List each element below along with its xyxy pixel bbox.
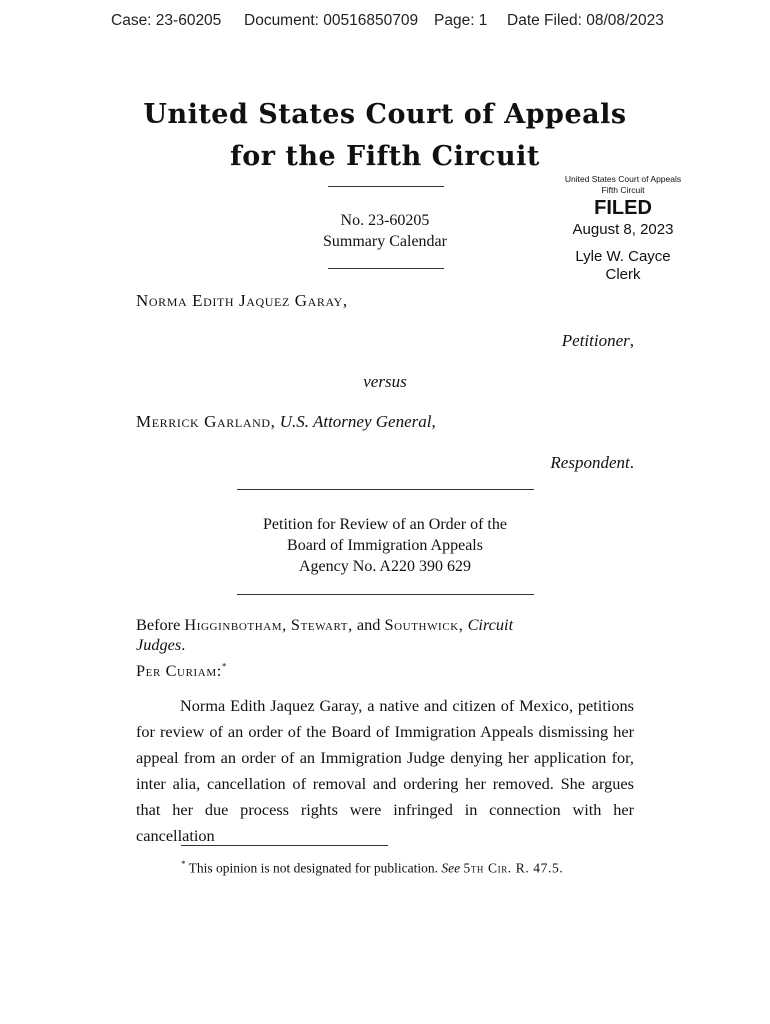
docket-number: No. 23-60205 — [340, 212, 430, 229]
footnote-ref-mark: * — [221, 661, 227, 672]
panel-title-punct: . — [181, 635, 186, 654]
panel-judge-southwick: Southwick, — [384, 615, 464, 634]
panel-judge-higginbotham: Higginbotham, — [184, 615, 287, 634]
stamp-court-line1: United States Court of Appeals — [564, 174, 682, 184]
panel-title-circuit: Circuit — [467, 615, 514, 634]
court-title-line1: United States Court of Appeals — [143, 99, 627, 130]
date-filed: Date Filed: 08/08/2023 — [507, 12, 664, 29]
respondent-role — [500, 453, 634, 473]
docket-block — [285, 210, 485, 252]
petitioner-name: Norma Edith Jaquez Garay, — [136, 291, 348, 310]
stamp-filed: FILED — [594, 197, 652, 219]
petition-agency-number: Agency No. A220 390 629 — [299, 558, 471, 575]
footnote-mark: * — [181, 859, 186, 869]
panel-before: Before — [136, 615, 181, 634]
document-header — [0, 12, 770, 34]
panel-line — [136, 615, 634, 655]
stamp-court-line2: Fifth Circuit — [601, 185, 645, 195]
petition-line1: Petition for Review of an Order of the — [263, 516, 507, 533]
respondent-role-label: Respondent — [550, 453, 630, 472]
footnote-text: This opinion is not designated for publication. — [188, 860, 438, 876]
stamp-clerk-name: Lyle W. Cayce — [575, 248, 671, 265]
court-title — [0, 94, 770, 178]
petitioner-role-label: Petitioner — [561, 331, 630, 350]
petitioner-role-punct: , — [629, 331, 634, 350]
summary-calendar: Summary Calendar — [323, 233, 447, 250]
respondent — [136, 412, 436, 432]
footnote — [181, 859, 563, 877]
footnote-rule-cite: 5th Cir. R. 47.5. — [463, 860, 564, 876]
divider — [237, 489, 534, 490]
respondent-title-punct: , — [431, 412, 436, 431]
petition-line2: Board of Immigration Appeals — [287, 537, 483, 554]
filed-stamp — [553, 174, 693, 284]
divider — [237, 594, 534, 595]
stamp-clerk-title: Clerk — [605, 266, 641, 283]
per-curiam-label: Per Curiam: — [136, 661, 222, 680]
petition-block — [235, 514, 535, 577]
footnote-divider — [181, 845, 388, 846]
respondent-role-punct: . — [629, 453, 634, 472]
divider — [328, 268, 444, 269]
page-number: Page: 1 — [434, 12, 488, 29]
panel-title-judges: Judges — [136, 635, 182, 654]
document-number: Document: 00516850709 — [244, 12, 419, 29]
court-title-line2: for the Fifth Circuit — [230, 141, 540, 172]
respondent-title: U.S. Attorney General — [279, 412, 432, 431]
divider — [328, 186, 444, 187]
case-number: Case: 23-60205 — [111, 12, 222, 29]
versus: versus — [363, 372, 407, 391]
petitioner-role — [500, 331, 634, 351]
stamp-date: August 8, 2023 — [572, 221, 674, 238]
footnote-see: See — [441, 860, 461, 876]
opinion-paragraph: Norma Edith Jaquez Garay, a native and citizen of Mexico, petitions for review of an order of the Board of Immigration Appeals dismissing her appeal from an order of an Immigration Judge denying her application for, inter alia, cancellation of removal and ordering her removed. She argues that her due process rights were infringed in connection with her cancellation — [136, 696, 634, 845]
panel-and: and — [356, 615, 381, 634]
panel-judge-stewart: Stewart, — [290, 615, 353, 634]
respondent-name: Merrick Garland, — [136, 412, 276, 431]
per-curiam — [136, 661, 226, 681]
